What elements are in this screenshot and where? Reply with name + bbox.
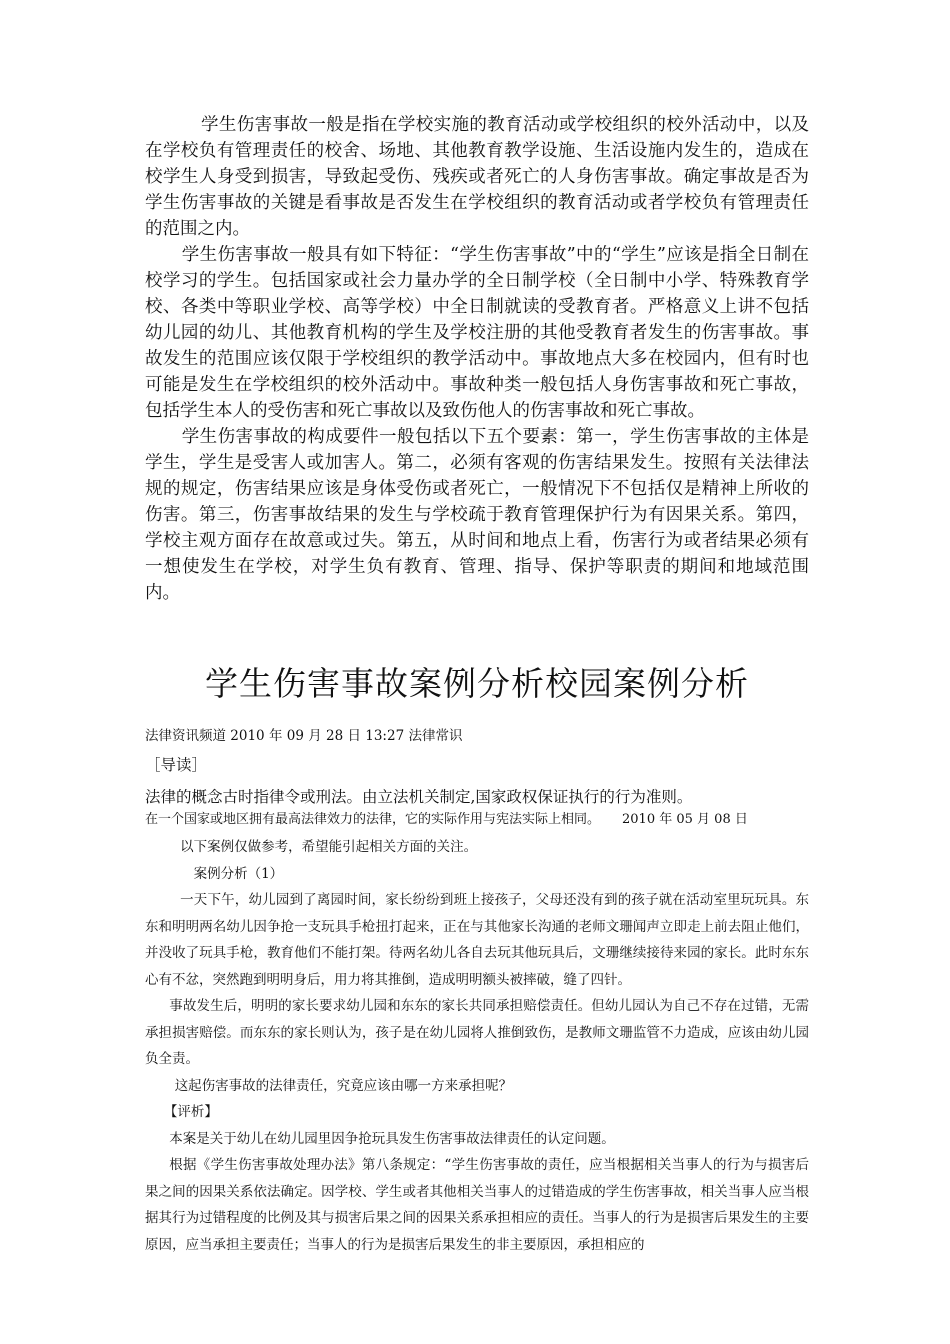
lead-label: ［导读］ — [145, 756, 208, 774]
case-story-paragraph-2: 事故发生后，明明的家长要求幼儿园和东东的家长共同承担赔偿责任。但幼儿园认为自己不存在过错，无需承担损害赔偿。而东东的家长则认为，孩子是在幼儿园将人推倒致伤，是教师文珊监管不力造成，应该由幼儿园负全责。 — [145, 998, 809, 1067]
law-note-text: 在一个国家或地区拥有最高法律效力的法律，它的实际作用与宪法实际上相同。 — [145, 812, 601, 827]
intro-paragraph-2: 学生伤害事故一般具有如下特征：“学生伤害事故”中的“学生”应该是指全日制在校学习的学生。包括国家或社会力量办学的全日制学校（全日制中小学、特殊教育学校、各类中等职业学校、高等学校）中全日制就读的受教育者。严格意义上讲不包括幼儿园的幼儿、其他教育机构的学生及学校注册的其他受教育者发生的伤害事故。事故发生的范围应该仅限于学校组织的教学活动中。事故地点大多在校园内，但有时也可能是发生在学校组织的校外活动中。事故种类一般包括人身伤害事故和死亡事故，包括学生本人的受伤害和死亡事故以及致伤他人的伤害事故和死亡事故。 — [145, 245, 809, 421]
article-meta: 法律资讯频道 2010 年 09 月 28 日 13:27 法律常识 — [145, 728, 463, 744]
analysis-label: 【评析】 — [163, 1104, 218, 1120]
analysis-intro: 本案是关于幼儿在幼儿园里因争抢玩具发生伤害事故法律责任的认定问题。 — [169, 1130, 615, 1147]
law-definition-line: 法律的概念古时指律令或刑法。由立法机关制定,国家政权保证执行的行为准则。 — [145, 788, 693, 806]
reference-note: 以下案例仅做参考，希望能引起相关方面的关注。 — [180, 839, 478, 855]
analysis-rule: 根据《学生伤害事故处理办法》第八条规定：“学生伤害事故的责任，应当根据相关当事人的行为与损害后果之间的因果关系依法确定。因学校、学生或者其他相关当事人的过错造成的学生伤害事故，相关当事人应当根据其行为过错程度的比例及其与损害后果之间的因果关系承担相应的责任。当事人的行为是损害后果发生的主要原因，应当承担主要责任；当事人的行为是损害后果发生的非主要原因，承担相应的 — [145, 1157, 809, 1253]
intro-section — [145, 112, 809, 606]
case-question: 这起伤害事故的法律责任，究竟应该由哪一方来承担呢？ — [174, 1077, 513, 1094]
intro-paragraph-3: 学生伤害事故的构成要件一般包括以下五个要素：第一，学生伤害事故的主体是学生，学生是受害人或加害人。第二，必须有客观的伤害结果发生。按照有关法律法规的规定，伤害结果应该是身体受伤或者死亡，一般情况下不包括仅是精神上所收的伤害。第三，伤害事故结果的发生与学校疏于教育管理保护行为有因果关系。第四，学校主观方面存在故意或过失。第五，从时间和地点上看，伤害行为或者结果必须有一想使发生在学校，对学生负有教育、管理、指导、保护等职责的期间和地域范围内。 — [145, 427, 809, 603]
case-heading: 案例分析（1） — [193, 865, 284, 882]
law-note-line — [145, 810, 748, 830]
intro-paragraph-1: 学生伤害事故一般是指在学校实施的教育活动或学校组织的校外活动中，以及在学校负有管理责任的校舍、场地、其他教育教学设施、生活设施内发生的，造成在校学生人身受到损害，导致起受伤、残疾或者死亡的人身伤害事故。确定事故是否为学生伤害事故的关键是看事故是否发生在学校组织的教育活动或者学校负有管理责任的范围之内。 — [145, 115, 809, 239]
article-body — [145, 834, 809, 1258]
law-note-date: 2010 年 05 月 08 日 — [622, 812, 748, 827]
article-title: 学生伤害事故案例分析校园案例分析 — [205, 664, 749, 703]
case-story-paragraph-1: 一天下午，幼儿园到了离园时间，家长纷纷到班上接孩子，父母还没有到的孩子就在活动室里玩玩具。东东和明明两名幼儿因争抢一支玩具手枪扭打起来，正在与其他家长沟通的老师文珊闻声立即走上前去阻止他们，并没收了玩具手枪，教育他们不能打架。待两名幼儿各自去玩其他玩具后，文珊继续接待来园的家长。此时东东心有不忿，突然跑到明明身后，用力将其推倒，造成明明额头被摔破，缝了四针。 — [145, 892, 809, 988]
